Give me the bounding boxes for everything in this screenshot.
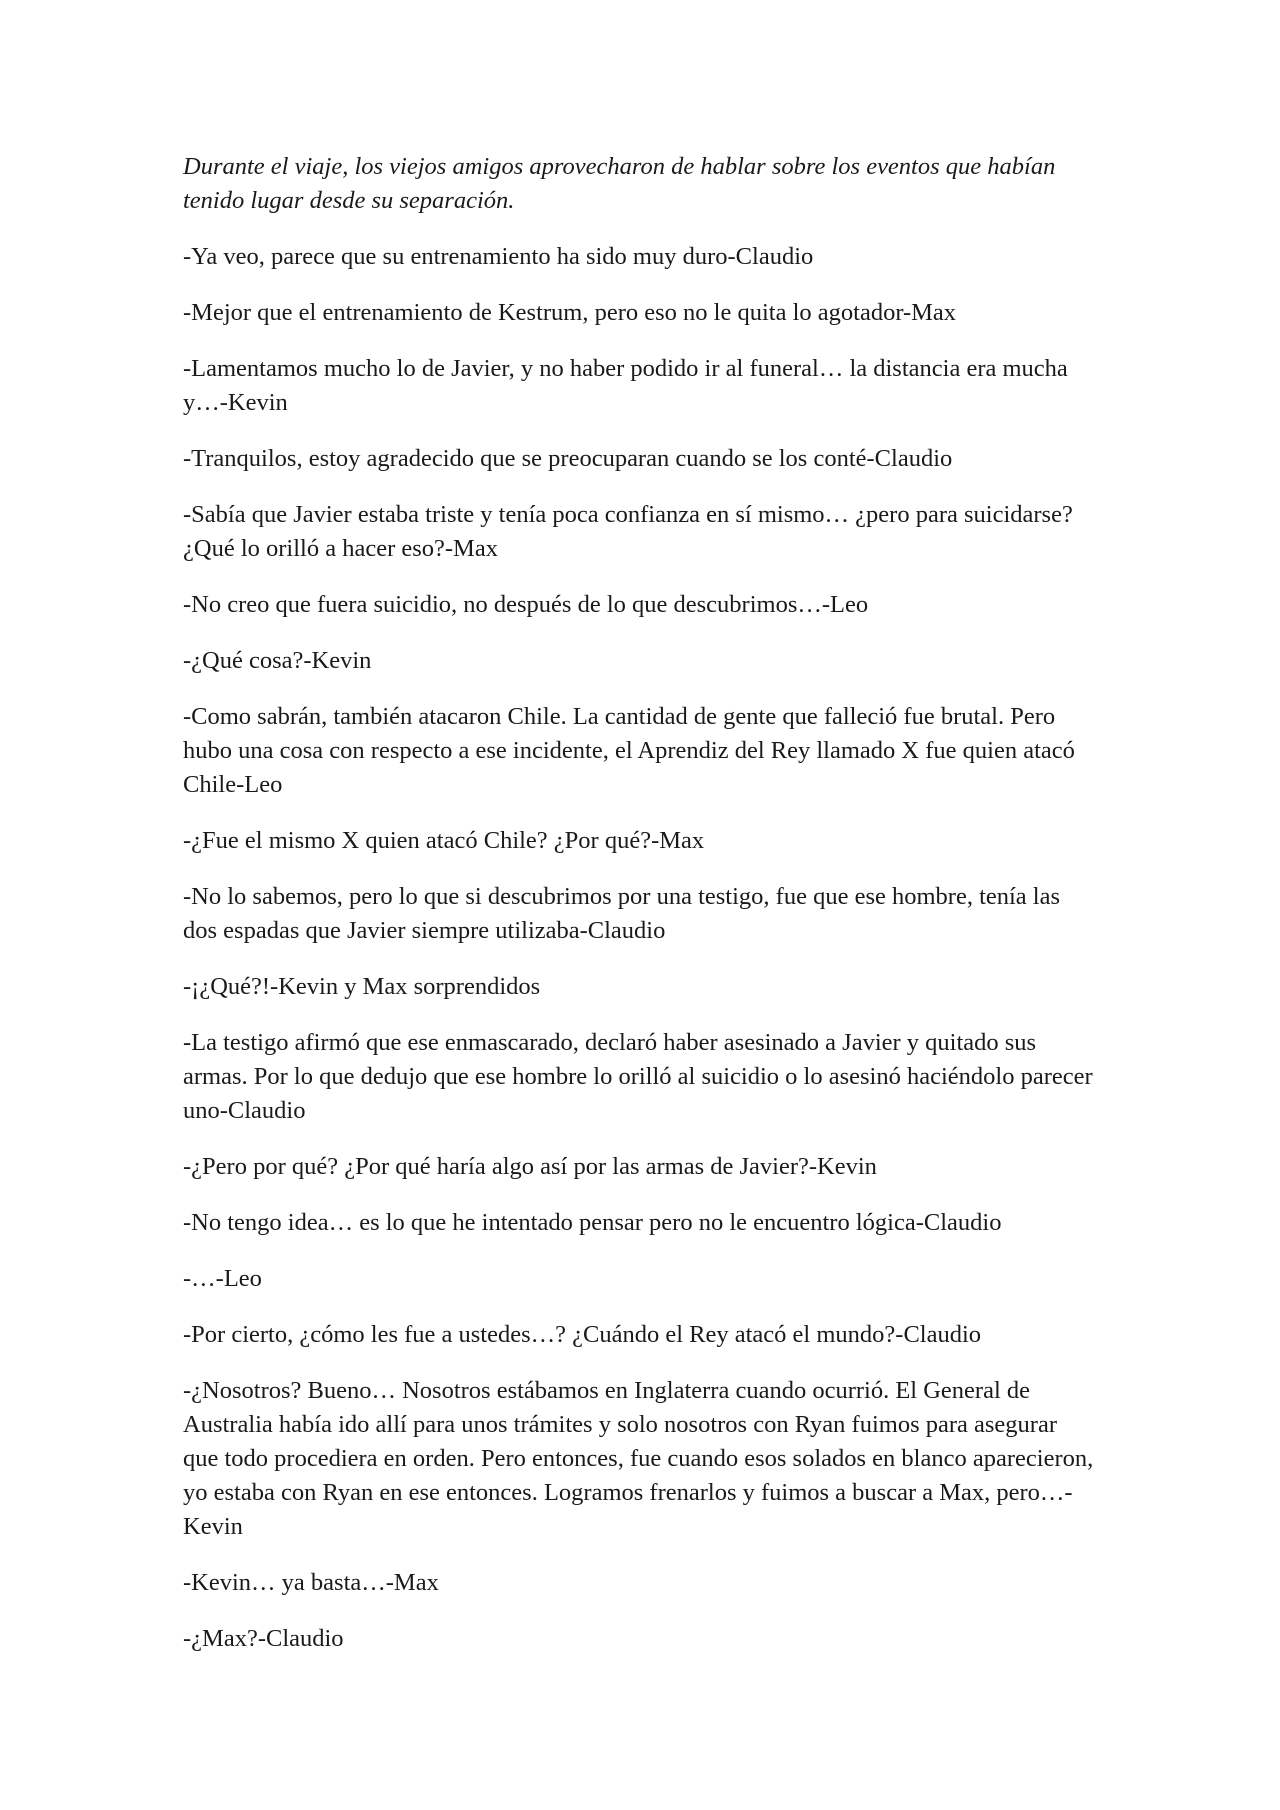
intro-paragraph: Durante el viaje, los viejos amigos aprovecharon de hablar sobre los eventos que habían tenido lugar desde su separación. <box>183 153 1056 214</box>
dialogue-line: -Mejor que el entrenamiento de Kestrum, pero eso no le quita lo agotador-Max <box>183 299 957 326</box>
dialogue-line: -No creo que fuera suicidio, no después de lo que descubrimos…-Leo <box>183 591 869 618</box>
dialogue-line: -Kevin… ya basta…-Max <box>183 1569 439 1596</box>
dialogue-line: -¿Fue el mismo X quien atacó Chile? ¿Por qué?-Max <box>183 827 705 854</box>
dialogue-line: -¡¿Qué?!-Kevin y Max sorprendidos <box>183 973 541 1000</box>
dialogue-line: -La testigo afirmó que ese enmascarado, declaró haber asesinado a Javier y quitado sus armas. Por lo que dedujo que ese hombre lo orilló al suicidio o lo asesinó haciéndolo parecer uno-Claudio <box>183 1029 1093 1124</box>
dialogue-line: -¿Qué cosa?-Kevin <box>183 647 372 674</box>
dialogue-line: -Por cierto, ¿cómo les fue a ustedes…? ¿Cuándo el Rey atacó el mundo?-Claudio <box>183 1321 982 1348</box>
dialogue-line: -¿Nosotros? Bueno… Nosotros estábamos en Inglaterra cuando ocurrió. El General de Australia había ido allí para unos trámites y solo nosotros con Ryan fuimos para asegurar que todo procediera en orden. Pero entonces, fue cuando esos solados en blanco aparecieron, yo estaba con Ryan en ese entonces. Logramos frenarlos y fuimos a buscar a Max, pero…-Kevin <box>183 1377 1094 1540</box>
dialogue-line: -Tranquilos, estoy agradecido que se preocuparan cuando se los conté-Claudio <box>183 445 953 472</box>
dialogue-line: -Ya veo, parece que su entrenamiento ha sido muy duro-Claudio <box>183 243 814 270</box>
dialogue-line: -¿Pero por qué? ¿Por qué haría algo así por las armas de Javier?-Kevin <box>183 1153 877 1180</box>
dialogue-line: -Lamentamos mucho lo de Javier, y no haber podido ir al funeral… la distancia era mucha y…-Kevin <box>183 355 1068 416</box>
dialogue-line: -…-Leo <box>183 1265 262 1292</box>
document-body <box>183 150 1098 1678</box>
dialogue-line: -Como sabrán, también atacaron Chile. La cantidad de gente que falleció fue brutal. Pero hubo una cosa con respecto a ese incidente, el Aprendiz del Rey llamado X fue quien atacó Chile-Leo <box>183 703 1075 798</box>
dialogue-line: -¿Max?-Claudio <box>183 1625 344 1652</box>
dialogue-line: -Sabía que Javier estaba triste y tenía poca confianza en sí mismo… ¿pero para suicidarse? ¿Qué lo orilló a hacer eso?-Max <box>183 501 1073 562</box>
dialogue-line: -No lo sabemos, pero lo que si descubrimos por una testigo, fue que ese hombre, tenía las dos espadas que Javier siempre utilizaba-Claudio <box>183 883 1061 944</box>
dialogue-line: -No tengo idea… es lo que he intentado pensar pero no le encuentro lógica-Claudio <box>183 1209 1002 1236</box>
